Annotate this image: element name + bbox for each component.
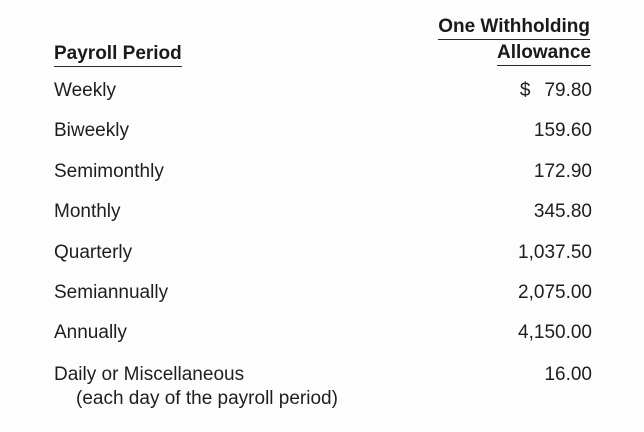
row-label: Monthly bbox=[54, 201, 121, 222]
column-header-allowance-line1: One Withholding bbox=[438, 16, 590, 40]
amount-value: 79.80 bbox=[544, 80, 592, 101]
currency-symbol: $ bbox=[519, 80, 531, 101]
table-row-daily bbox=[54, 363, 592, 409]
table-row-semimonthly bbox=[54, 160, 592, 184]
row-amount bbox=[520, 79, 592, 103]
row-amount: 2,075.00 bbox=[518, 282, 592, 303]
row-sublabel: (each day of the payroll period) bbox=[76, 388, 338, 409]
table-row-quarterly bbox=[54, 241, 592, 265]
row-amount: 345.80 bbox=[533, 201, 592, 222]
row-amount: 4,150.00 bbox=[518, 322, 592, 343]
row-label: Biweekly bbox=[54, 120, 129, 141]
table-row-monthly bbox=[54, 200, 592, 224]
row-label: Semiannually bbox=[54, 282, 169, 303]
table-row-biweekly bbox=[54, 119, 592, 143]
table-row-semiannually bbox=[54, 281, 592, 305]
table-row-weekly bbox=[54, 79, 592, 103]
row-amount: 172.90 bbox=[533, 161, 592, 182]
row-label: Semimonthly bbox=[54, 161, 164, 182]
row-label: Weekly bbox=[54, 80, 116, 101]
column-header-payroll-period: Payroll Period bbox=[54, 43, 182, 67]
table-row-annually bbox=[54, 321, 592, 345]
row-amount: 16.00 bbox=[544, 364, 592, 385]
row-label: Annually bbox=[54, 322, 127, 343]
row-amount: 159.60 bbox=[533, 120, 592, 141]
row-label: Daily or Miscellaneous bbox=[54, 364, 245, 385]
column-header-allowance-line2: Allowance bbox=[497, 42, 591, 66]
row-label: Quarterly bbox=[54, 242, 133, 263]
row-amount: 1,037.50 bbox=[518, 242, 592, 263]
